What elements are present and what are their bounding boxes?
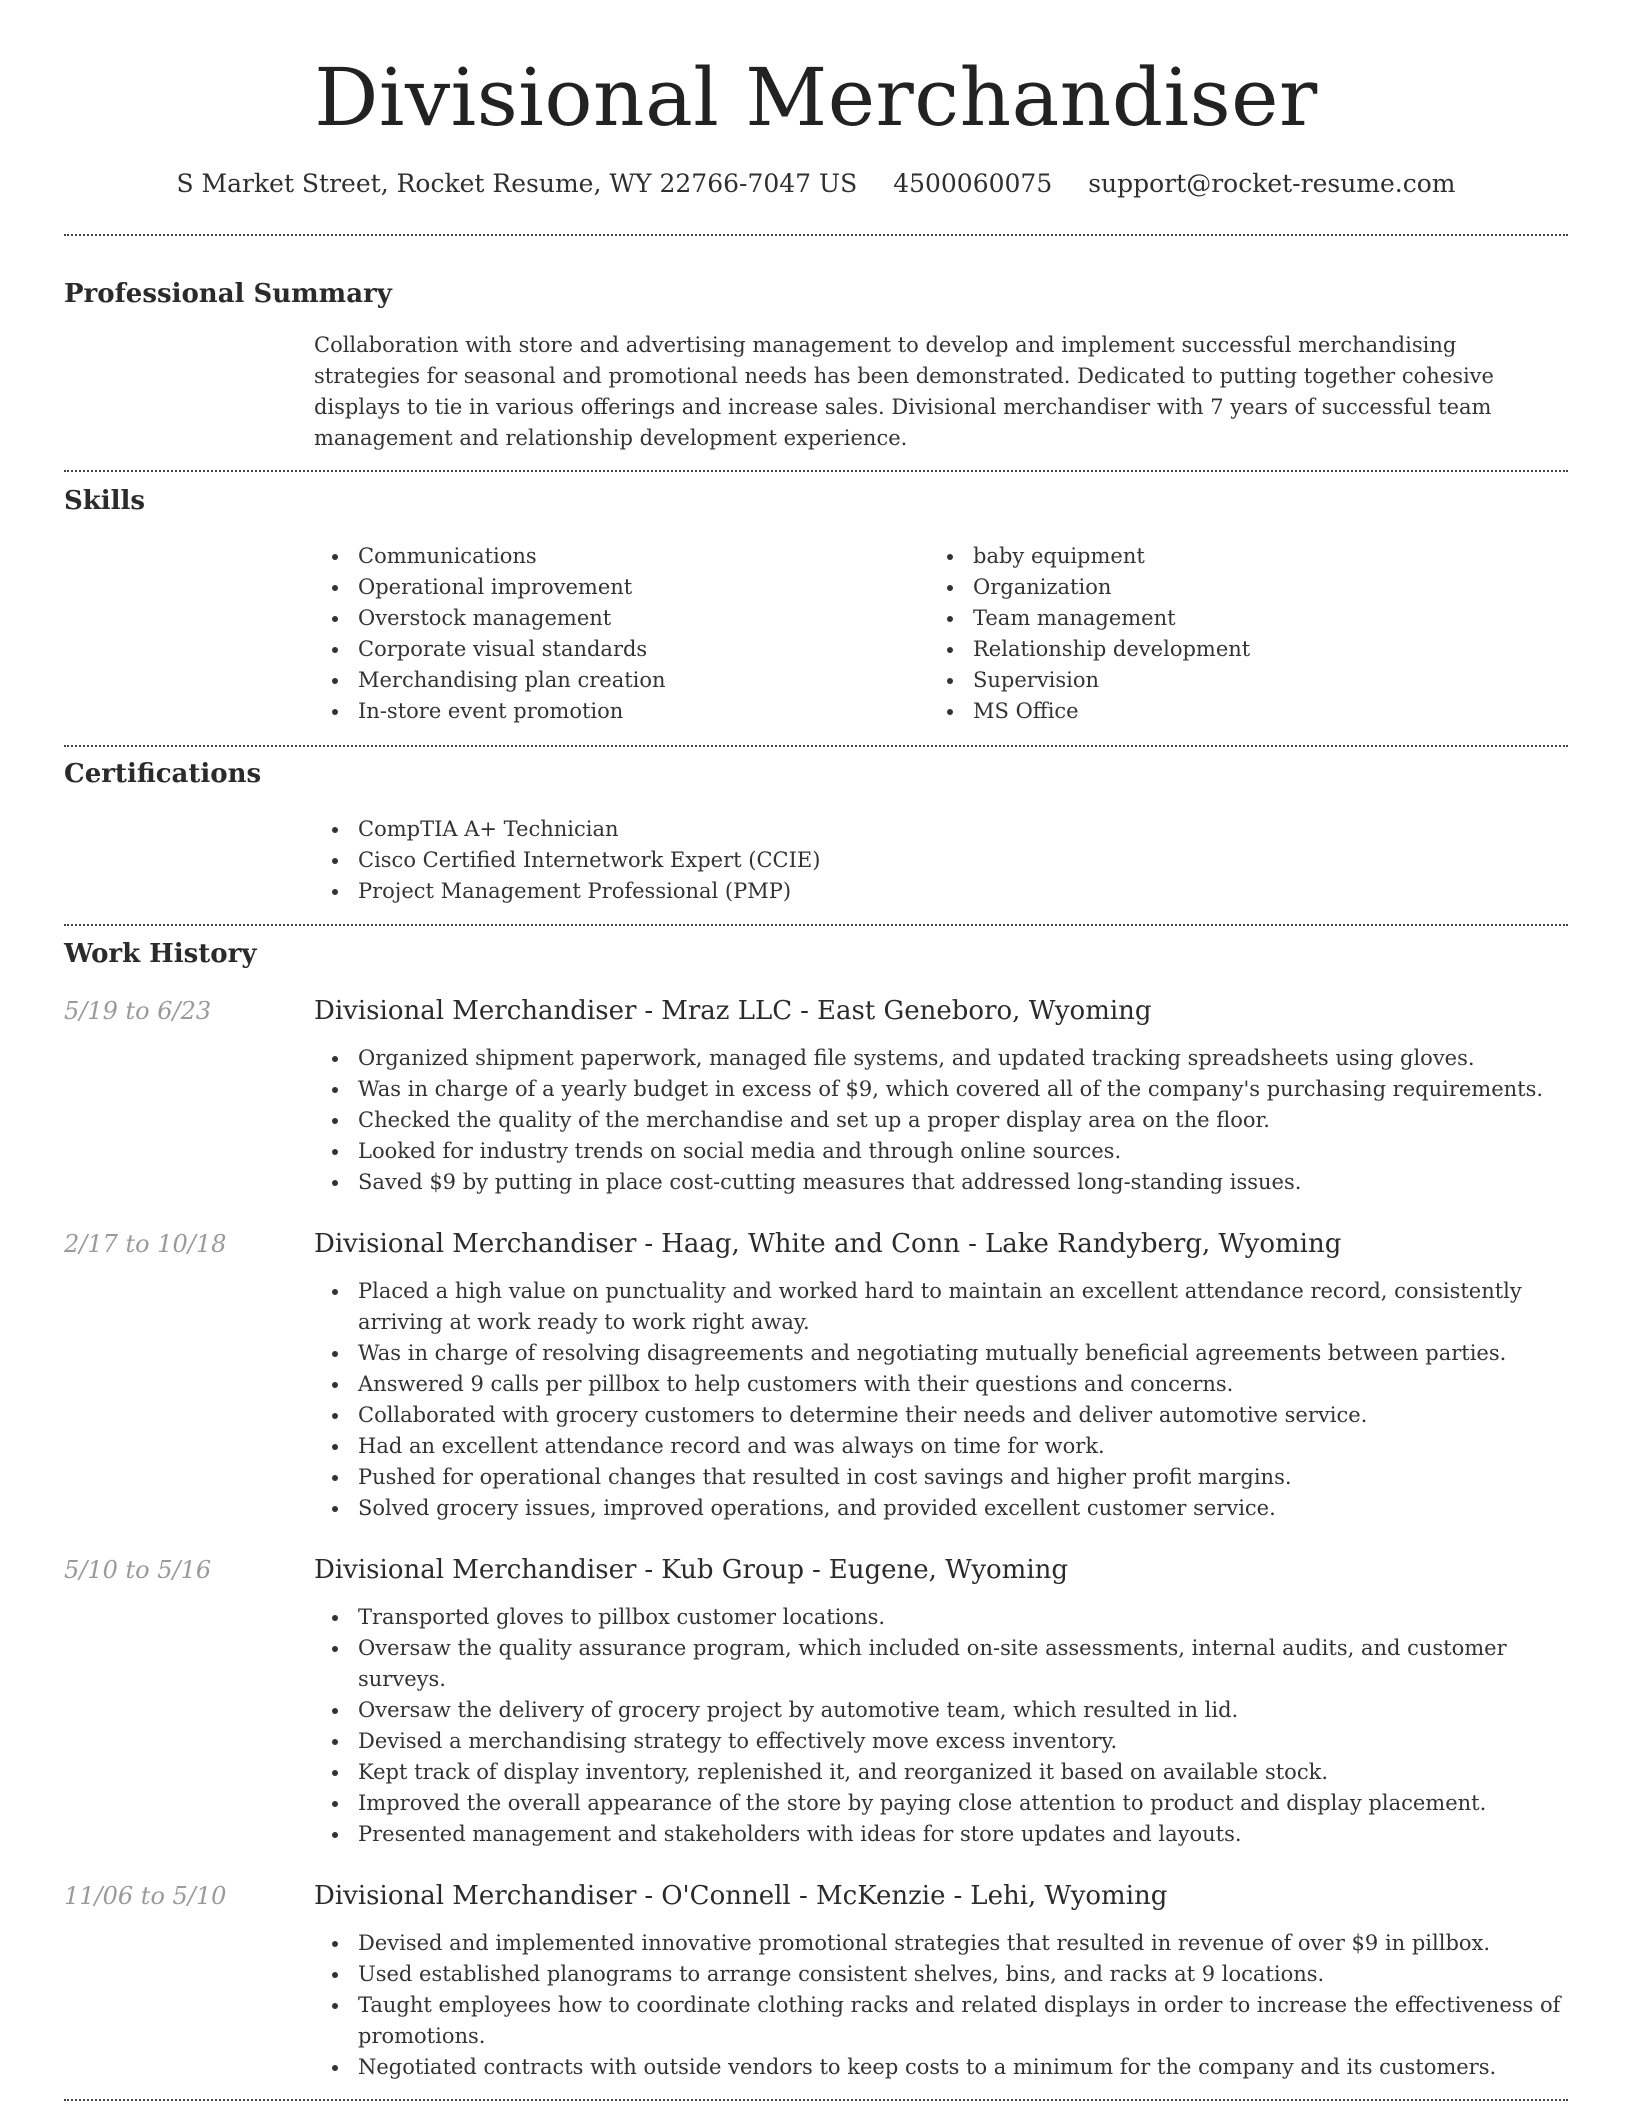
work-section	[64, 938, 1568, 2101]
work-heading: Work History	[64, 939, 257, 969]
skill-item: Team management	[929, 603, 1544, 634]
section-divider	[64, 924, 1568, 926]
certifications-list	[314, 814, 1568, 907]
separator: -	[968, 1229, 977, 1259]
certifications-body	[314, 814, 1568, 907]
job-bullet: Pushed for operational changes that resulted in cost savings and higher profit margins.	[314, 1462, 1568, 1493]
job-dates: 5/10 to 5/16	[64, 1556, 212, 1584]
job-heading	[314, 1880, 1568, 1912]
skills-list-left	[314, 541, 929, 727]
certification-item: CompTIA A+ Technician	[314, 814, 1568, 845]
job-location: Lake Randyberg, Wyoming	[984, 1229, 1342, 1259]
job-company: Mraz LLC	[661, 996, 793, 1026]
job-bullet: Kept track of display inventory, replenished it, and reorganized it based on available stock.	[314, 1757, 1568, 1788]
skill-item: MS Office	[929, 696, 1544, 727]
job-body	[314, 1602, 1568, 1850]
certification-item: Project Management Professional (PMP)	[314, 876, 1568, 907]
job-bullet: Devised a merchandising strategy to effectively move excess inventory.	[314, 1726, 1568, 1757]
job-bullets	[314, 1043, 1568, 1198]
separator: -	[811, 1555, 821, 1585]
skill-item: Supervision	[929, 665, 1544, 696]
job-body	[314, 1043, 1568, 1198]
job-company: Kub Group	[661, 1555, 804, 1585]
job-dates: 2/17 to 10/18	[64, 1230, 227, 1258]
job-entry	[64, 995, 1568, 1198]
skill-item: Overstock management	[314, 603, 929, 634]
job-bullet: Had an excellent attendance record and was always on time for work.	[314, 1431, 1568, 1462]
skill-item: Relationship development	[929, 634, 1544, 665]
certification-item: Cisco Certified Internetwork Expert (CCIE)	[314, 845, 1568, 876]
job-location: Eugene, Wyoming	[828, 1555, 1069, 1585]
section-divider	[64, 470, 1568, 472]
skills-section	[64, 485, 1568, 727]
skill-item: In-store event promotion	[314, 696, 929, 727]
skill-item: Merchandising plan creation	[314, 665, 929, 696]
skills-list-right	[929, 541, 1544, 727]
summary-section	[64, 278, 1568, 454]
job-bullet: Presented management and stakeholders with ideas for store updates and layouts.	[314, 1819, 1568, 1850]
job-bullet: Transported gloves to pillbox customer locations.	[314, 1602, 1568, 1633]
job-bullet: Oversaw the delivery of grocery project by automotive team, which resulted in lid.	[314, 1695, 1568, 1726]
job-bullet: Answered 9 calls per pillbox to help customers with their questions and concerns.	[314, 1369, 1568, 1400]
job-bullet: Solved grocery issues, improved operations, and provided excellent customer service.	[314, 1493, 1568, 1524]
job-role: Divisional Merchandiser	[314, 1881, 637, 1911]
skill-item: Operational improvement	[314, 572, 929, 603]
job-location: East Geneboro, Wyoming	[816, 996, 1152, 1026]
job-bullet: Devised and implemented innovative promotional strategies that resulted in revenue of over $9 in pillbox.	[314, 1928, 1568, 1959]
job-company: O'Connell - McKenzie	[661, 1881, 946, 1911]
resume-name: Divisional Merchandiser	[314, 51, 1318, 144]
job-bullet: Taught employees how to coordinate clothing racks and related displays in order to increase the effectiveness of promotions.	[314, 1990, 1568, 2052]
skills-grid	[314, 541, 1568, 727]
separator: -	[800, 996, 809, 1026]
certifications-heading: Certifications	[64, 759, 262, 789]
job-bullet: Looked for industry trends on social media and through online sources.	[314, 1136, 1568, 1167]
job-company: Haag, White and Conn	[661, 1229, 961, 1259]
summary-body	[314, 330, 1568, 454]
job-role: Divisional Merchandiser	[314, 1229, 637, 1259]
job-dates: 11/06 to 5/10	[64, 1882, 227, 1910]
summary-text: Collaboration with store and advertising management to develop and implement successful merchandising strategies for seasonal and promotional needs has been demonstrated. Dedicated to putting together cohesive displays to tie in various offerings and increase sales. Divisional merchandiser with 7 years of successful team management and relationship development experience.	[314, 333, 1494, 450]
job-body	[314, 1276, 1568, 1524]
section-divider	[64, 2099, 1568, 2101]
skill-item: Organization	[929, 572, 1544, 603]
job-bullet: Used established planograms to arrange consistent shelves, bins, and racks at 9 locations.	[314, 1959, 1568, 1990]
summary-heading: Professional Summary	[64, 279, 392, 309]
job-bullet: Was in charge of resolving disagreements and negotiating mutually beneficial agreements between parties.	[314, 1338, 1568, 1369]
job-entry	[64, 1554, 1568, 1850]
contact-email[interactable]: support@rocket-resume.com	[1088, 169, 1456, 198]
job-location: Lehi, Wyoming	[970, 1881, 1168, 1911]
job-body	[314, 1928, 1568, 2083]
contact-phone: 4500060075	[893, 169, 1053, 198]
job-bullet: Was in charge of a yearly budget in excess of $9, which covered all of the company's purchasing requirements.	[314, 1074, 1568, 1105]
separator: -	[644, 1881, 654, 1911]
job-bullet: Improved the overall appearance of the store by paying close attention to product and display placement.	[314, 1788, 1568, 1819]
job-role: Divisional Merchandiser	[314, 1555, 637, 1585]
job-dates: 5/19 to 6/23	[64, 997, 212, 1025]
separator: -	[953, 1881, 963, 1911]
job-role: Divisional Merchandiser	[314, 996, 637, 1026]
section-divider	[64, 745, 1568, 747]
contact-address: S Market Street, Rocket Resume, WY 22766-7047 US	[176, 169, 858, 198]
job-bullets	[314, 1602, 1568, 1850]
skill-item: Communications	[314, 541, 929, 572]
resume-page	[64, 0, 1568, 2101]
job-bullet: Checked the quality of the merchandise and set up a proper display area on the floor.	[314, 1105, 1568, 1136]
job-bullet: Placed a high value on punctuality and worked hard to maintain an excellent attendance record, consistently arriving at work ready to work right away.	[314, 1276, 1568, 1338]
job-heading	[314, 1554, 1568, 1586]
job-bullet: Saved $9 by putting in place cost-cutting measures that addressed long-standing issues.	[314, 1167, 1568, 1198]
job-bullets	[314, 1276, 1568, 1524]
skill-item: Corporate visual standards	[314, 634, 929, 665]
separator: -	[644, 1229, 654, 1259]
job-entry	[64, 1880, 1568, 2083]
job-bullet: Oversaw the quality assurance program, which included on-site assessments, internal audits, and customer surveys.	[314, 1633, 1568, 1695]
separator: -	[644, 996, 654, 1026]
job-bullet: Collaborated with grocery customers to determine their needs and deliver automotive service.	[314, 1400, 1568, 1431]
skill-item: baby equipment	[929, 541, 1544, 572]
job-bullet: Negotiated contracts with outside vendors to keep costs to a minimum for the company and its customers.	[314, 2052, 1568, 2083]
job-entry	[64, 1228, 1568, 1524]
certifications-section	[64, 758, 1568, 907]
skills-heading: Skills	[64, 486, 146, 516]
job-bullet: Organized shipment paperwork, managed file systems, and updated tracking spreadsheets using gloves.	[314, 1043, 1568, 1074]
section-divider	[64, 234, 1568, 236]
job-heading	[314, 1228, 1568, 1260]
job-bullets	[314, 1928, 1568, 2083]
separator: -	[644, 1555, 654, 1585]
job-heading	[314, 995, 1568, 1027]
contact-line	[64, 168, 1568, 200]
